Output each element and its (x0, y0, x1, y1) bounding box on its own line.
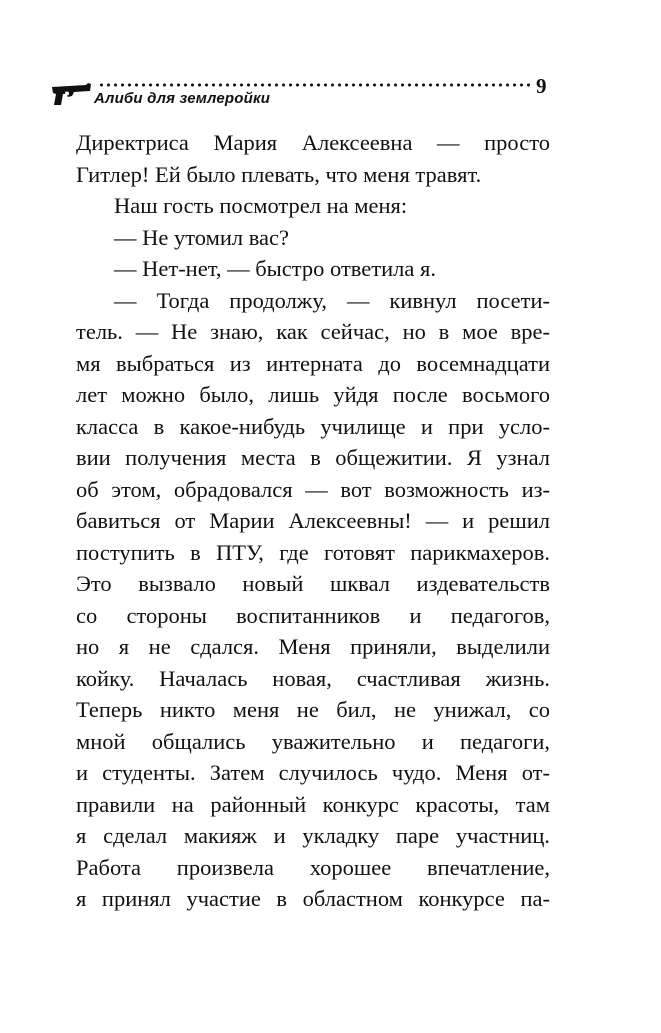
pistol-icon (50, 80, 92, 108)
text-line: Гитлер! Ей было плевать, что меня травят. (76, 161, 482, 187)
text-line: — Тогда продолжу, — кивнул посети- (114, 287, 550, 313)
text-line: со стороны воспитанников и педагогов, (76, 602, 550, 628)
text-line: койку. Началась новая, счастливая жизнь. (76, 665, 550, 691)
text-line: Работа произвела хорошее впечатление, (76, 854, 550, 880)
text-line: я сделал макияж и укладку паре участниц. (76, 823, 550, 848)
text-line: Директриса Мария Алексеевна — просто (76, 130, 550, 155)
body-text (76, 127, 550, 915)
text-line: и студенты. Затем случилось чудо. Меня от- (76, 760, 550, 785)
dotted-rule (98, 82, 530, 88)
text-line: бавиться от Марии Алексеевны! — и решил (76, 508, 550, 533)
text-line: Это вызвало новый шквал издевательств (76, 571, 550, 596)
text-line: мной общались уважительно и педагоги, (76, 728, 550, 754)
text-line: но я не сдался. Меня приняли, выделили (76, 634, 550, 659)
text-line: Наш гость посмотрел на меня: (114, 193, 408, 218)
text-line: — Не утомил вас? (114, 224, 290, 250)
running-header (50, 74, 550, 114)
text-line: класса в какое-нибудь училище и при усло- (76, 413, 550, 439)
text-line: правили на районный конкурс красоты, там (76, 791, 550, 817)
text-line: поступить в ПТУ, где готовят парикмахеров. (76, 539, 550, 565)
text-line: Теперь никто меня не бил, не унижал, со (76, 697, 550, 722)
text-line: — Нет-нет, — быстро ответила я. (114, 256, 436, 281)
text-line: тель. — Не знаю, как сейчас, но в мое вре- (76, 319, 550, 344)
page-number: 9 (536, 74, 547, 98)
text-line: мя выбраться из интерната до восемнадцати (76, 350, 550, 376)
text-line: об этом, обрадовался — вот возможность из- (76, 476, 550, 502)
text-line: лет можно было, лишь уйдя после восьмого (76, 382, 550, 407)
text-line: я принял участие в областном конкурсе па- (76, 886, 550, 911)
running-title: Алиби для землеройки (94, 90, 271, 107)
text-line: вии получения места в общежитии. Я узнал (76, 445, 550, 470)
